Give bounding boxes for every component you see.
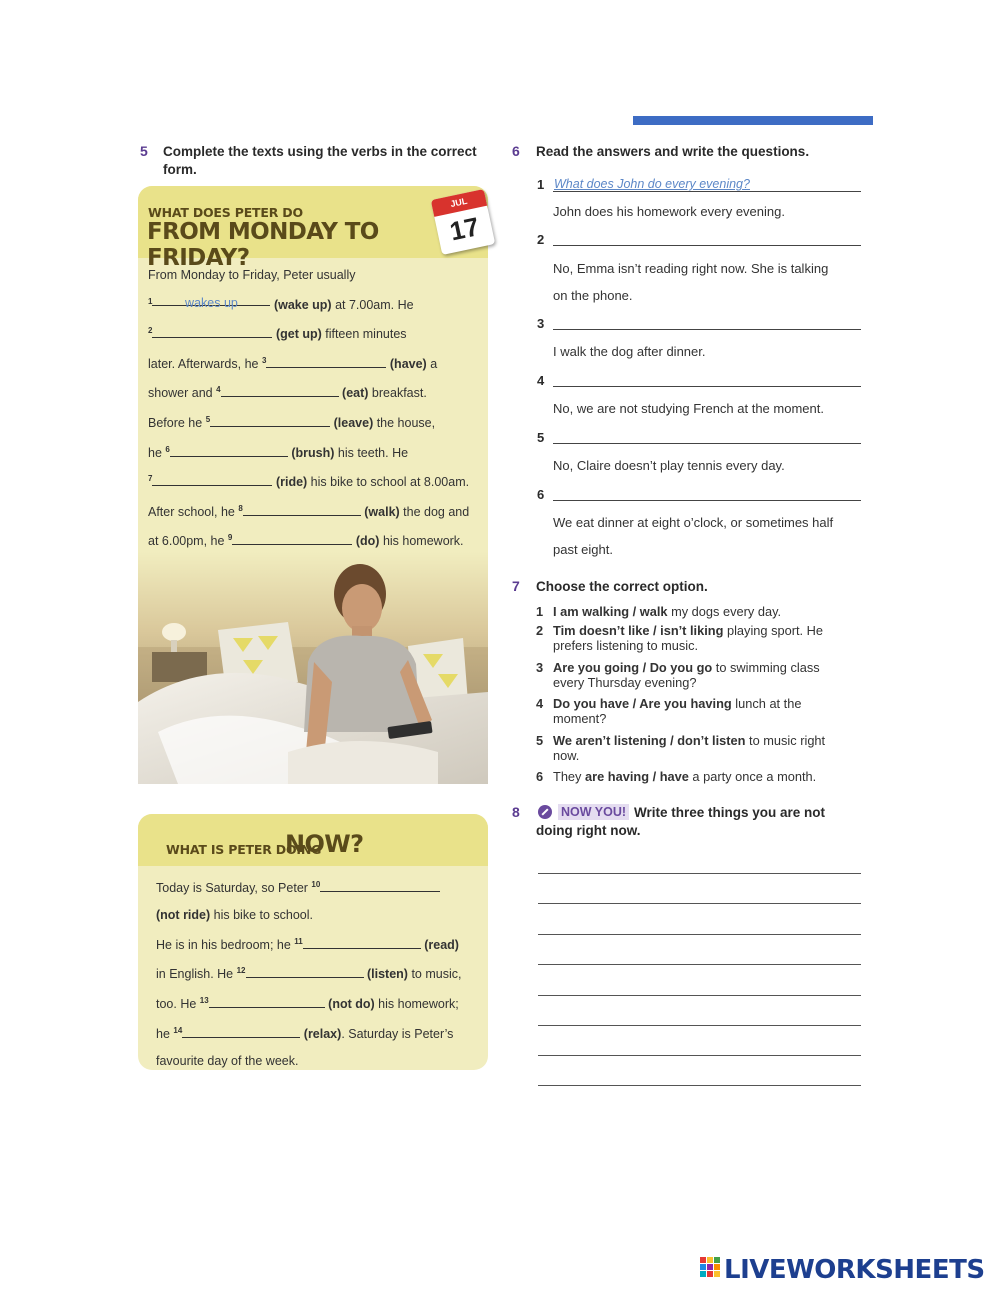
option-text: to music right (745, 733, 826, 748)
gap-number: 1 (148, 296, 153, 306)
text-fragment: the dog and (399, 504, 470, 519)
write-line[interactable] (538, 903, 861, 904)
verb-cue: (listen) (367, 967, 408, 982)
verb-cue: (eat) (342, 386, 369, 401)
answer-text: I walk the dog after dinner. (553, 344, 706, 359)
text-line: favourite day of the week. (156, 1053, 299, 1068)
option-number: 5 (536, 733, 544, 748)
verb-cue: (not ride) (156, 907, 211, 922)
answer-blank-1[interactable] (152, 292, 270, 310)
write-line[interactable] (538, 1025, 861, 1026)
answer-blank-14[interactable] (182, 1024, 300, 1038)
text-fragment: the house, (373, 415, 436, 430)
exercise-7-instruction: Choose the correct option. (536, 579, 708, 594)
answer-blank-12[interactable] (246, 964, 364, 978)
verb-cue: (relax) (303, 1026, 342, 1041)
gap-number: 10 (311, 880, 321, 889)
option-choice[interactable]: Do you have / Are you having (553, 696, 732, 711)
answer-blank-4[interactable] (221, 383, 339, 397)
option-number: 2 (536, 623, 544, 638)
text-line (148, 377, 486, 407)
panel-title: NOW? (285, 830, 364, 858)
option-choice[interactable]: Tim doesn’t like / isn’t liking (553, 623, 724, 638)
calendar-day: 17 (447, 211, 482, 247)
gap-number: 13 (199, 996, 209, 1006)
text-line (148, 525, 486, 555)
option-number: 6 (536, 769, 544, 784)
exercise-5-instruction (163, 143, 477, 179)
answer-line: past eight. (553, 542, 613, 557)
option-number: 1 (536, 604, 544, 619)
text-fragment: too. He (156, 997, 200, 1012)
answer-text: No, Claire doesn’t play tennis every day. (553, 458, 785, 473)
question-number: 3 (537, 316, 545, 331)
text-fragment: Today is Saturday, so Peter (156, 881, 312, 895)
now-you-badge: NOW YOU! (558, 804, 629, 820)
gap-number: 5 (205, 414, 211, 424)
answer-blank-13[interactable] (209, 994, 325, 1008)
answer-blank-2[interactable] (152, 324, 272, 338)
exercise-8-number: 8 (512, 804, 520, 820)
question-number: 2 (537, 232, 545, 247)
gap-number: 2 (148, 326, 153, 336)
gap-number: 14 (173, 1025, 183, 1035)
text-line (148, 466, 486, 496)
answer-line: We eat dinner at eight o’clock, or sometimes half (553, 515, 834, 530)
verb-cue: (ride) (275, 475, 308, 490)
verb-cue: (get up) (275, 327, 322, 342)
verb-cue: (wake up) (273, 297, 332, 312)
verb-cue: (leave) (333, 415, 374, 430)
text-line (156, 958, 486, 988)
text-line (156, 902, 486, 929)
text-line (148, 348, 486, 378)
exercise-8-instruction-cont: doing right now. (536, 823, 641, 838)
question-number: 4 (537, 373, 545, 388)
verb-cue: (have) (389, 356, 427, 371)
answer-blank-3[interactable] (266, 354, 386, 368)
gap-number: 7 (148, 474, 153, 484)
text-fragment: After school, he (148, 504, 239, 519)
option-choice[interactable]: Are you going / Do you go (553, 660, 713, 675)
calendar-month: JUL (431, 189, 487, 217)
answer-line: on the phone. (553, 288, 633, 303)
text-fragment: he (156, 1026, 174, 1041)
example-question: What does John do every evening? (554, 177, 750, 191)
option-item (536, 769, 856, 784)
gap-number: 4 (216, 385, 221, 395)
text-fragment: . Saturday is Peter’s (341, 1026, 454, 1041)
text-line (156, 929, 486, 959)
text-fragment: he (148, 445, 166, 460)
gap-number: 3 (261, 355, 267, 365)
option-text: They (553, 769, 586, 784)
text-fragment: at 6.00pm, he (148, 534, 228, 549)
gap-number: 11 (294, 936, 303, 946)
option-choice[interactable]: We aren’t listening / don’t listen (553, 733, 746, 748)
question-line-4[interactable] (553, 386, 861, 387)
option-number: 4 (536, 696, 544, 711)
no-entry-icon (538, 805, 552, 819)
text-fragment: his teeth. He (334, 445, 409, 460)
answer-blank-8[interactable] (243, 502, 361, 516)
text-fragment: He is in his bedroom; he (156, 937, 295, 952)
text-fragment: at 7.00am. He (331, 297, 414, 312)
question-number: 1 (537, 177, 545, 192)
text-line (148, 496, 486, 526)
text-fragment: Before he (148, 415, 206, 430)
text-fragment: his homework; (374, 997, 459, 1012)
text-fragment: breakfast. (368, 386, 427, 401)
header-accent-bar (633, 116, 873, 125)
write-line[interactable] (538, 1085, 861, 1086)
option-text: to swimming class (712, 660, 820, 675)
now-text (156, 872, 486, 1075)
option-item (536, 623, 856, 653)
text-line (148, 407, 486, 437)
question-line-3[interactable] (553, 329, 861, 330)
answer-blank-9[interactable] (232, 531, 352, 545)
exercise-8-instruction: Write three things you are not (634, 805, 826, 820)
gap-number: 8 (238, 503, 243, 513)
exercise-6-number: 6 (512, 143, 520, 159)
option-choice[interactable]: are having / have (585, 769, 689, 784)
option-text: prefers listening to music. (553, 638, 699, 653)
question-line-6[interactable] (553, 500, 861, 501)
text-line (148, 437, 486, 467)
verb-cue: (do) (355, 534, 380, 549)
answer-text: wakes up (185, 295, 238, 310)
option-text: now. (553, 748, 580, 763)
instruction-line: Complete the texts using the verbs in the correct (163, 144, 477, 159)
gap-number: 9 (227, 533, 233, 543)
answer-blank-5[interactable] (210, 413, 330, 427)
question-number: 5 (537, 430, 545, 445)
question-line-1[interactable] (553, 191, 861, 192)
text-fragment: later. Afterwards, he (148, 356, 262, 371)
exercise-6-instruction: Read the answers and write the questions. (536, 144, 810, 159)
text-line (156, 988, 486, 1018)
peter-photo (138, 552, 488, 784)
panel-kicker: WHAT IS PETER DOING (166, 842, 322, 857)
text-line (148, 318, 486, 348)
answer-text (553, 509, 868, 563)
option-item (536, 604, 856, 619)
write-line[interactable] (538, 995, 861, 996)
answer-blank-10[interactable] (320, 878, 440, 892)
text-fragment: shower and (148, 386, 217, 401)
text-fragment: to music, (407, 967, 462, 982)
answer-text: John does his homework every evening. (553, 204, 785, 219)
verb-cue: (brush) (291, 445, 335, 460)
answer-text (553, 255, 868, 309)
option-text: a party once a month. (688, 769, 817, 784)
monday-friday-text (148, 262, 486, 582)
exercise-5-number: 5 (140, 143, 148, 159)
text-line: From Monday to Friday, Peter usually (148, 268, 356, 282)
bedroom-illustration (138, 552, 488, 784)
option-text: moment? (553, 711, 607, 726)
text-line (156, 1018, 486, 1048)
panel-kicker: WHAT DOES PETER DO (148, 205, 303, 220)
calendar-icon (431, 189, 495, 255)
panel-title: FROM MONDAY TO FRIDAY? (147, 219, 379, 271)
gap-number: 12 (236, 966, 246, 976)
write-line[interactable] (538, 934, 861, 935)
option-text: every Thursday evening? (553, 675, 697, 690)
text-line (156, 872, 486, 902)
verb-cue: (not do) (328, 997, 375, 1012)
option-item (536, 733, 856, 763)
text-fragment: in English. He (156, 967, 237, 982)
verb-cue: (read) (424, 937, 459, 952)
answer-line: No, Emma isn’t reading right now. She is talking (553, 261, 829, 276)
text-fragment: fifteen minutes (321, 327, 407, 342)
question-number: 6 (537, 487, 545, 502)
write-line[interactable] (538, 873, 861, 874)
question-line-2[interactable] (553, 245, 861, 246)
answer-blank-7[interactable] (152, 472, 272, 486)
exercise-7-number: 7 (512, 578, 520, 594)
write-line[interactable] (538, 1055, 861, 1056)
brand-name: LIVEWORKSHEETS (724, 1255, 985, 1285)
option-number: 3 (536, 660, 544, 675)
text-line (148, 289, 486, 319)
text-fragment: a (426, 356, 438, 371)
gap-number: 6 (165, 444, 170, 454)
brand-mark-icon (700, 1257, 720, 1277)
option-choice[interactable]: I am walking / walk (553, 604, 668, 619)
answer-text: No, we are not studying French at the moment. (553, 401, 824, 416)
answer-blank-6[interactable] (170, 443, 288, 457)
option-text: playing sport. He (723, 623, 824, 638)
text-fragment: his bike to school at 8.00am. (307, 475, 470, 490)
text-fragment: his homework. (379, 534, 464, 549)
option-text: my dogs every day. (667, 604, 782, 619)
instruction-line: form. (163, 162, 197, 177)
option-item (536, 696, 856, 726)
verb-cue: (walk) (364, 504, 400, 519)
option-item (536, 660, 856, 690)
question-line-5[interactable] (553, 443, 861, 444)
answer-blank-11[interactable] (303, 935, 421, 949)
option-text: lunch at the (731, 696, 802, 711)
text-fragment: his bike to school. (210, 907, 314, 922)
write-line[interactable] (538, 964, 861, 965)
